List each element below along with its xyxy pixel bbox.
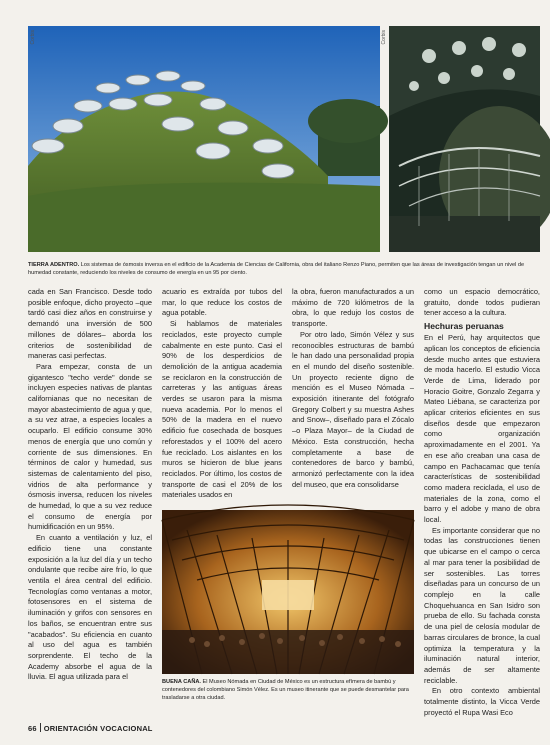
- col2-paragraph-1: acuario es extraída por tubos del mar, lo que reduce los costos de agua potable.: [162, 287, 282, 318]
- article-column-2: [162, 287, 282, 501]
- col4-intro: como un espacio democrático, gratuito, donde todos pudieran tener acceso a la cultura.: [424, 287, 540, 318]
- section-name: ORIENTACIÓN VOCACIONAL: [43, 724, 153, 733]
- page-number: 66: [28, 724, 37, 733]
- col3-paragraph-2: Por otro lado, Simón Vélez y sus reconocibles estructuras de bambú le han dado una personalidad propia en el mundo del diseño sostenible. Un proyecto reciente digno de mención es el Museo Nómada –exposición itinerante del fotógrafo Gregory Colbert y su muestra Ashes and Snow–, diseñado para el Zócalo –o Plaza Mayor– de la Ciudad de México. Esta construcción, hecha completamente a base de contenedores de barco y bambú, armonizó perfectamente con la idea del museo, que era consolidarse: [292, 329, 414, 489]
- col1-paragraph-2: Para empezar, consta de un gigantesco "techo verde" donde se incluyen especies nativas de plantas californianas que no necesitan de mayor abastecimiento de agua y que, a su vez atrae, a especies locales a ocuparlo. El edificio consume 30% menos de energía que uno común y corriente de sus dimensiones. En términos de calor y humedad, sus sistemas de calentamiento del piso, vidrios de alta performance y ósmosis inversa, reducen los niveles de humedad, lo que a su vez reduce el consumo de energía por humidificación en un 95%.: [28, 361, 152, 532]
- bamboo-museum-illustration: [162, 510, 414, 674]
- caption-top-lead: TIERRA ADENTRO.: [28, 262, 80, 268]
- museum-interior-photo: [381, 26, 540, 252]
- page-footer: [28, 723, 153, 733]
- bamboo-museum-photo: [162, 510, 414, 674]
- col4-paragraph-3: En otro contexto ambiental totalmente distinto, la Vicca Verde proyectó el Rupa Wasi Eco: [424, 686, 540, 717]
- photo-credit-left: Corbis: [30, 30, 36, 45]
- caption-mid-text: El Museo Nómada en Ciudad de México es un estructura efímera de bambú y contenedores del colombiano Simón Vélez. Es un museo itinerante que se puede desmantelar para trasladarse a otra ciudad.: [162, 679, 409, 701]
- caption-mid-lead: BUENA CAÑA.: [162, 679, 201, 685]
- footer-divider: [40, 723, 41, 732]
- section-heading: Hechuras peruanas: [424, 321, 504, 332]
- green-roof-photo: [28, 26, 380, 252]
- col4-paragraph-1: En el Perú, hay arquitectos que aplican los conceptos de eficiencia desde mucho antes que estuviera de moda hacerlo. El estudio Vicca Verde de Lima, liderado por Horacio Goitre, Gonzalo Zegarra y Mateo Liébana, se caracteriza por aplicar criterios eficientes en sus diseños desde que empezaron como organización aproximadamente en el 2001. Ya en ese año creaban una casa de campo en Pachacamac que tenía características de sostenibilidad como madera reciclada, el uso de materiales de la zona, como el barro y el adobe y mano de obra local.: [424, 333, 540, 525]
- green-roof-illustration: [28, 26, 380, 252]
- article-column-4: [424, 287, 540, 718]
- museum-interior-illustration: [389, 26, 540, 252]
- article-column-1: [28, 287, 152, 683]
- col2-paragraph-2: Si hablamos de materiales reciclados, este proyecto cumple cabalmente en este punto. Casi el 90% de los desperdicios de demolición de la antigua academia se reciclaron en la construcción de carreteras y las antiguas áreas verdes se usaron para la misma nueva academia. Por lo menos el 50% de la madera en el nuevo edificio fue cosechada de bosques reforestados y el 100% del acero fue reciclado. Los aislantes en los muros se hicieron de blue jeans reciclados. Por último, los costos de transporte de casi el 20% de los materiales usados en: [162, 319, 282, 500]
- col1-paragraph-1: cada en San Francisco. Desde todo posible enfoque, dicho proyecto –que tardó casi diez años en construirse y demandó una inversión de 500 millones de dólares– aborda los criterios de sostenibilidad de maneras casi perfectas.: [28, 287, 152, 361]
- col4-paragraph-2: Es importante considerar que no todas las construcciones tienen que ubicarse en el campo o cerca al mar para tener la posibilidad de ser sostenibles. Las torres diseñadas para un concurso de un complejo en la calle Choquehuanca en San Isidro son prueba de ello. Su fachada consta de una piel de celosía modular de barras circulares de bronce, la cual optimiza la temperatura y la iluminación natural interior, además de ser altamente reciclable.: [424, 525, 540, 685]
- col1-paragraph-3: En cuanto a ventilación y luz, el edificio tiene una constante exposición a la luz del día y un techo ondulante que recibe aire frío, lo que ventila el área central del edificio. Tecnologías como ventanas a motor, fotosensores en el sistema de iluminación y grifos con sensores en los baños, se encuentran entre sus "acabados". Su eficiencia en cuanto al uso del agua es también sorprendente. El techo de la Academy absorbe el agua de la lluvia. El agua utilizada para el: [28, 533, 152, 682]
- article-column-3: [292, 287, 414, 490]
- photo-caption-middle: [162, 678, 420, 702]
- caption-top-text: Los sistemas de ósmosis inversa en el edificio de la Academia de Ciencias de California, obra del italiano Renzo Piano, permiten que las áreas de investigación tengan un nivel de humedad constante, reduciendo los niveles de consumo de energía en un 95 por ciento.: [28, 262, 525, 276]
- col3-paragraph-1: la obra, fueron manufacturados a un máximo de 720 kilómetros de la obra, lo que redujo los costos de transporte.: [292, 287, 414, 329]
- photo-caption-top: [28, 261, 540, 277]
- photo-credit-right: Corbis: [381, 30, 387, 45]
